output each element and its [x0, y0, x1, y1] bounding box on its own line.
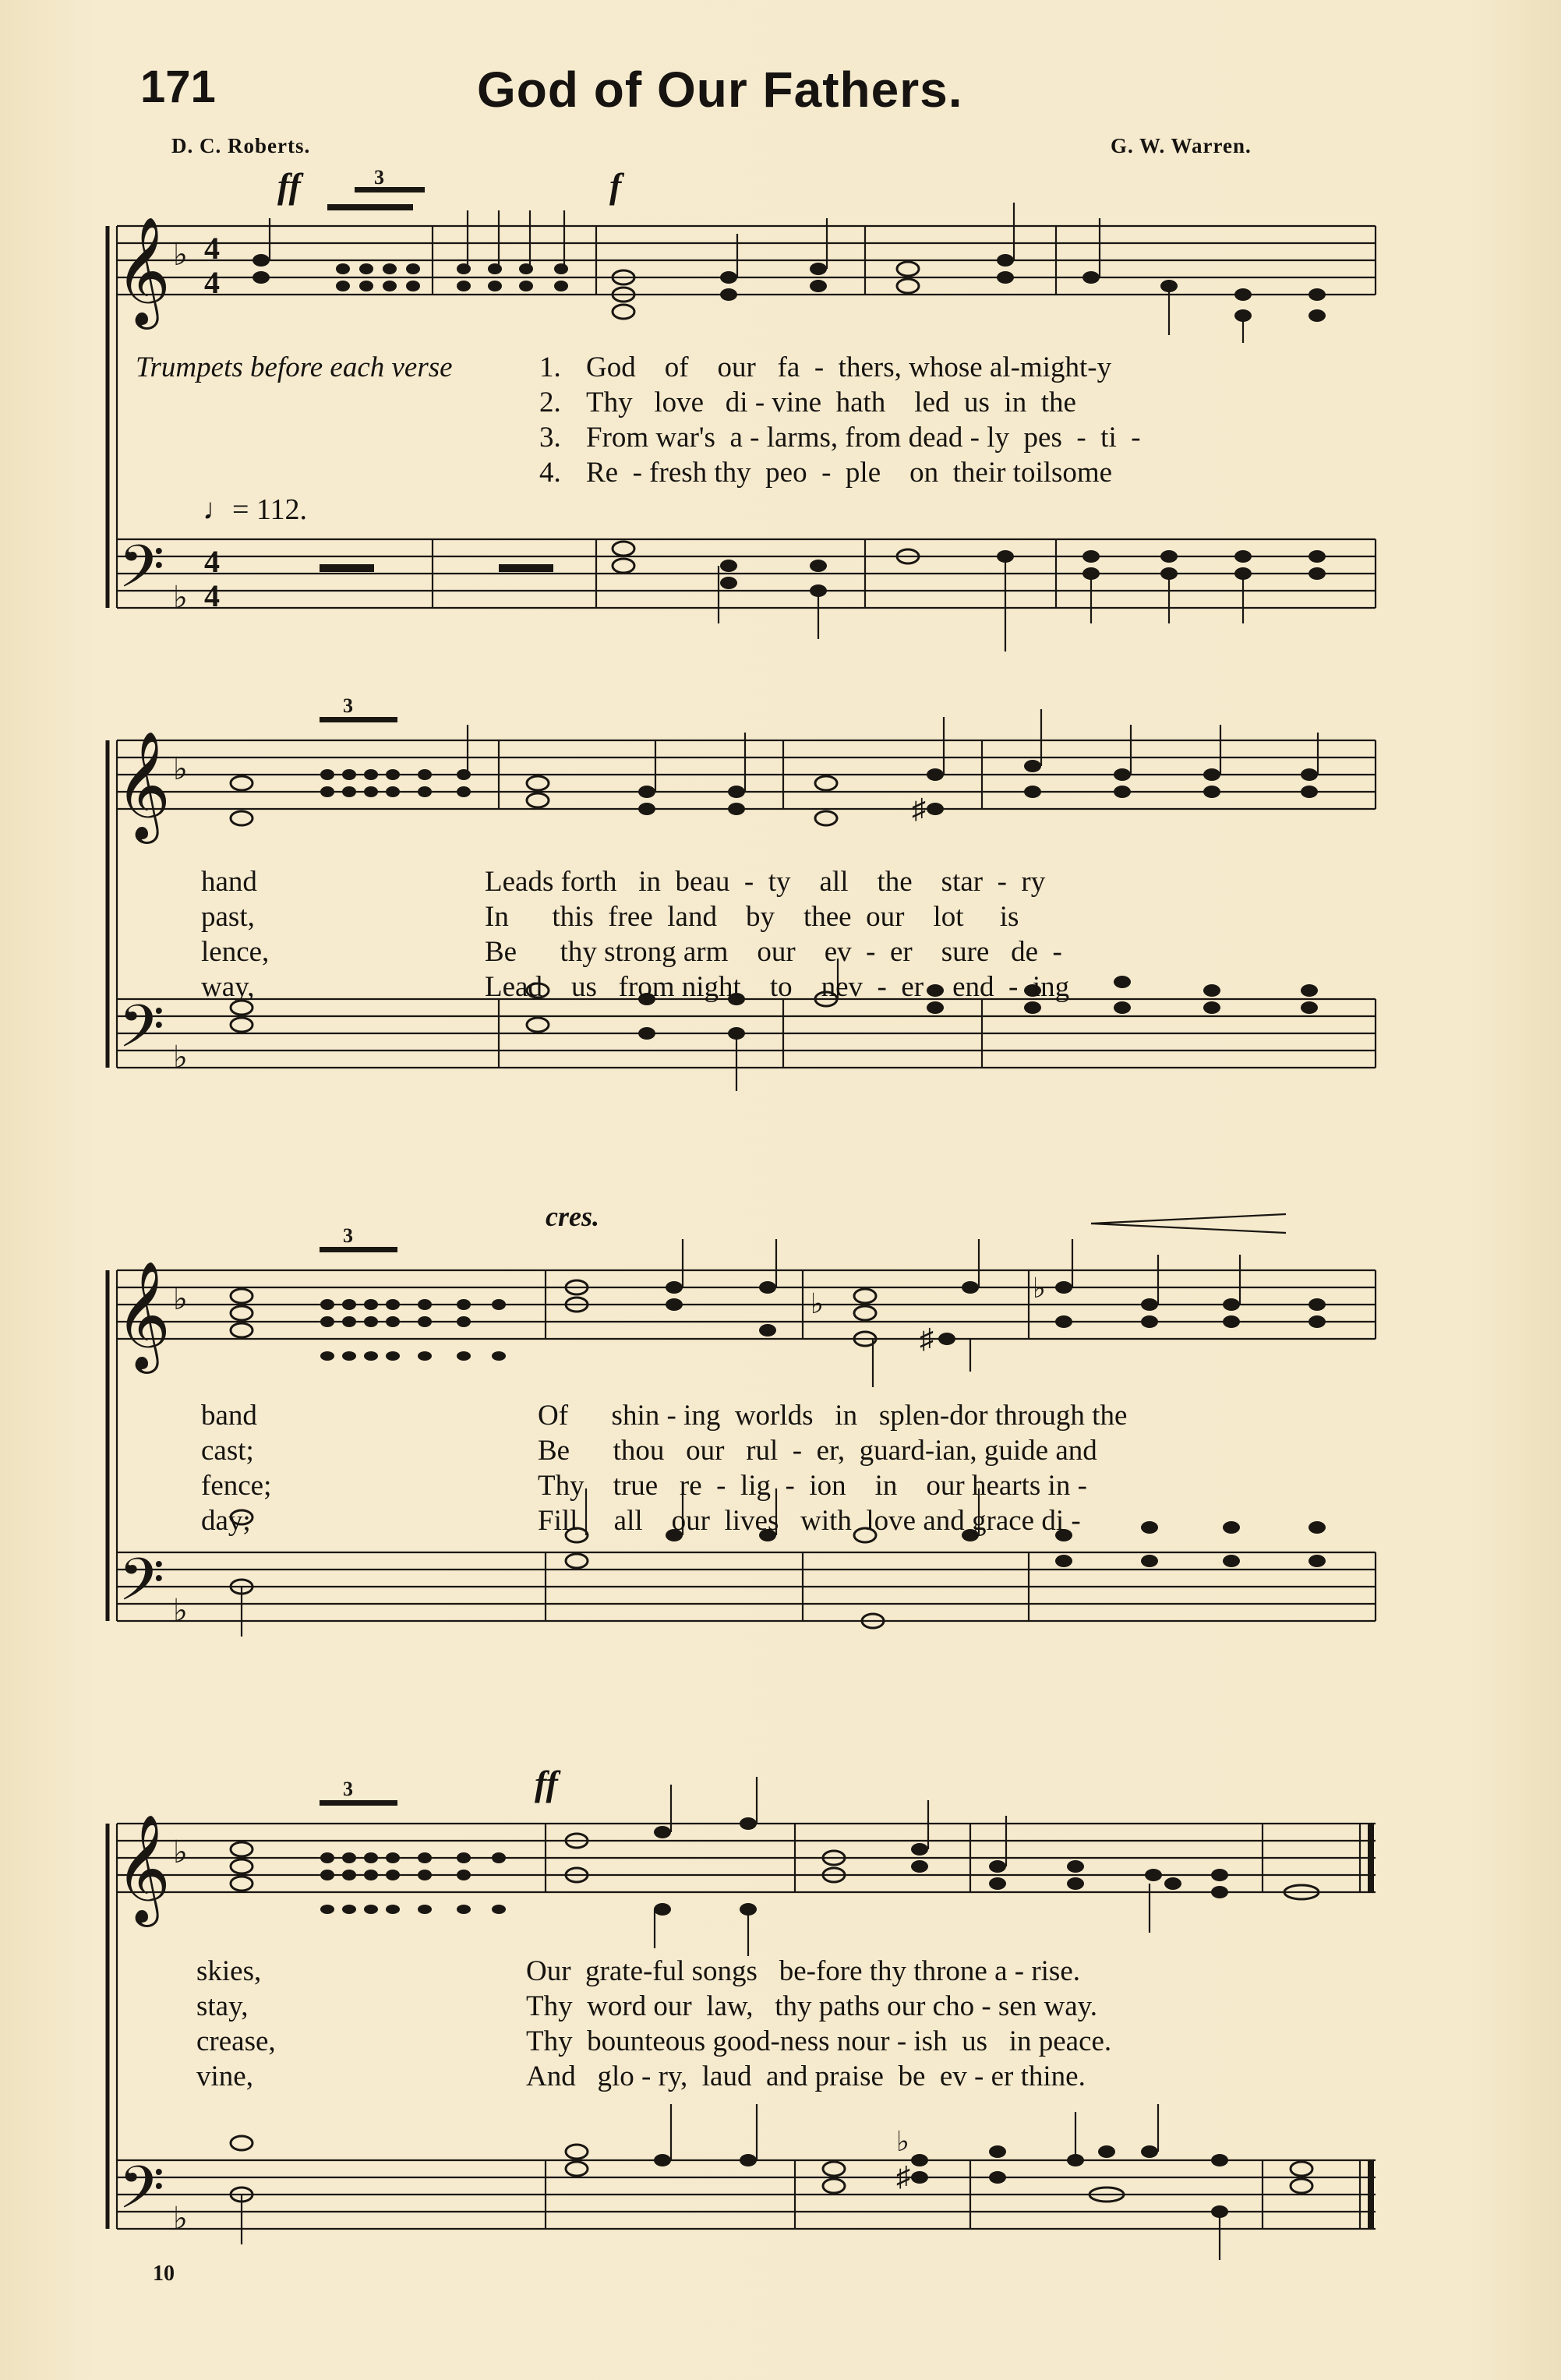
svg-text:♭: ♭	[173, 751, 188, 786]
dynamic-ff: ff	[277, 166, 301, 206]
svg-text:4: 4	[204, 231, 220, 266]
svg-text:4: 4	[204, 544, 220, 579]
verse-number: 3.	[539, 422, 561, 454]
svg-text:♭: ♭	[173, 580, 188, 615]
dynamic-crescendo: cres.	[546, 1201, 599, 1232]
lyric-line: Of shin - ing worlds in splen-dor through the	[538, 1400, 1128, 1432]
lyric-start: lence,	[201, 936, 270, 968]
svg-text:4: 4	[204, 578, 220, 613]
lyric-start: stay,	[196, 1990, 249, 2022]
svg-text:𝄞: 𝄞	[115, 731, 171, 839]
svg-text:3: 3	[343, 1778, 353, 1800]
lyric-line: And glo - ry, laud and praise be ev - er thine.	[526, 2060, 1086, 2092]
svg-text:4: 4	[204, 265, 220, 300]
lyric-line: From war's a - larms, from dead - ly pes - ti -	[586, 422, 1141, 454]
hymn-title: God of Our Fathers.	[477, 62, 963, 118]
lyric-line: God of our fa - thers, whose al-might-y	[586, 351, 1112, 383]
lyric-start: cast;	[201, 1435, 254, 1467]
svg-text:𝄢: 𝄢	[118, 1545, 165, 1629]
quarter-note-icon: ♩	[203, 493, 232, 526]
lyric-line: Re - fresh thy peo - ple on their toilsome	[586, 457, 1113, 489]
svg-text:♭: ♭	[811, 1288, 824, 1319]
lyric-line: Be thou our rul - er, guard-ian, guide and	[538, 1435, 1097, 1467]
svg-text:♭: ♭	[173, 1281, 188, 1316]
lyric-start: vine,	[196, 2060, 253, 2092]
page-number: 10	[153, 2262, 175, 2286]
svg-text:3: 3	[374, 166, 384, 189]
lyric-start: crease,	[196, 2025, 276, 2057]
lyric-start: hand	[201, 866, 257, 898]
svg-text:3: 3	[343, 1224, 353, 1247]
tempo-marking: = 112.	[232, 493, 308, 526]
verse-number: 4.	[539, 457, 561, 489]
svg-text:♭: ♭	[896, 2126, 909, 2157]
lyric-start: past,	[201, 901, 255, 933]
svg-text:𝄢: 𝄢	[118, 532, 165, 616]
verse-number: 2.	[539, 387, 561, 418]
verse-number: 1.	[539, 351, 561, 383]
dynamic-ff-final: ff	[535, 1764, 558, 1803]
lyric-line: Be thy strong arm our ev - er sure de -	[485, 936, 1062, 968]
svg-text:♭: ♭	[173, 1834, 188, 1870]
dynamic-f: f	[609, 166, 622, 206]
lyric-line: Thy word our law, thy paths our cho - sen way.	[526, 1990, 1097, 2022]
svg-text:♭: ♭	[173, 2201, 188, 2236]
svg-text:♯: ♯	[920, 1323, 934, 1354]
music-credit: G. W. Warren.	[1111, 134, 1252, 157]
svg-text:𝄞: 𝄞	[115, 1261, 171, 1369]
lyric-start: band	[201, 1400, 257, 1432]
svg-text:𝄢: 𝄢	[118, 992, 165, 1075]
lyric-start: fence;	[201, 1470, 272, 1502]
lyric-line: Thy bounteous good-ness nour - ish us in peace.	[526, 2025, 1112, 2057]
lyric-line: Thy love di - vine hath led us in the	[586, 387, 1076, 418]
lyric-line: In this free land by thee our lot is	[485, 901, 1019, 933]
lyric-line: Leads forth in beau - ty all the star - ry	[485, 866, 1046, 898]
svg-text:♭: ♭	[1033, 1273, 1046, 1304]
lyric-line: Our grate-ful songs be-fore thy throne a - rise.	[526, 1955, 1080, 1987]
words-credit: D. C. Roberts.	[171, 134, 311, 157]
lyric-start: skies,	[196, 1955, 262, 1987]
svg-text:♭: ♭	[173, 1040, 188, 1075]
hymn-number: 171	[140, 62, 216, 112]
svg-text:♯: ♯	[912, 793, 926, 825]
svg-text:♯: ♯	[896, 2161, 910, 2192]
lyric-line: Thy true re - lig - ion in our hearts in -	[538, 1470, 1087, 1502]
lyric-line: Lead us from night to nev - er end - ing	[485, 971, 1070, 1003]
svg-text:𝄞: 𝄞	[115, 217, 171, 325]
lyric-start: day;	[201, 1505, 251, 1537]
svg-text:♭: ♭	[173, 237, 188, 272]
svg-text:3: 3	[343, 694, 353, 717]
instruction-text: Trumpets before each verse	[136, 351, 453, 383]
lyric-start: way,	[201, 971, 255, 1003]
svg-text:𝄞: 𝄞	[115, 1814, 171, 1923]
svg-text:𝄢: 𝄢	[118, 2153, 165, 2237]
lyric-line: Fill all our lives with love and grace di -	[538, 1505, 1081, 1537]
svg-text:♭: ♭	[173, 1593, 188, 1628]
